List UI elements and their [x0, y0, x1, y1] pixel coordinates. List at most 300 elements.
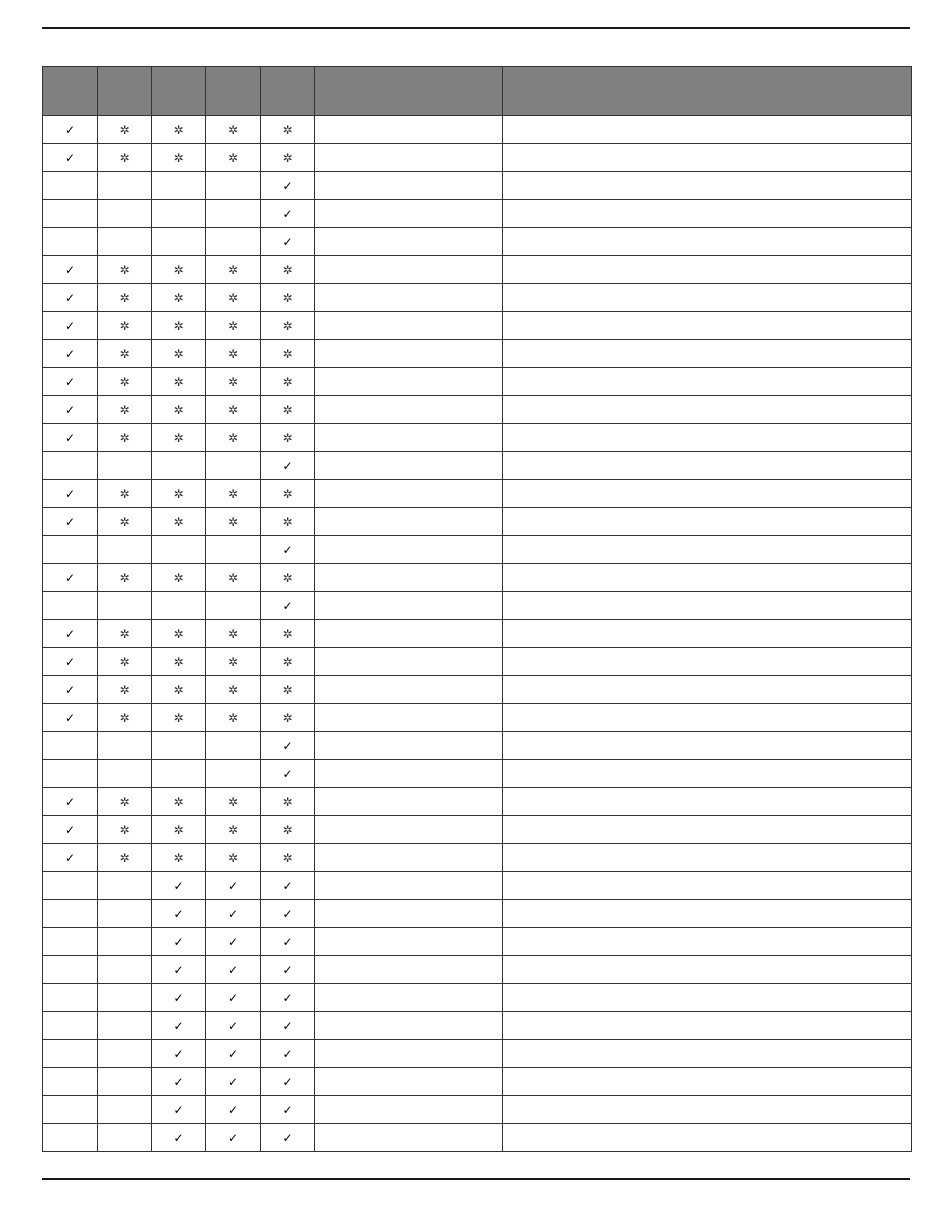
table-row	[43, 984, 912, 1012]
check-icon: ✓	[282, 766, 293, 781]
header-cell	[43, 67, 98, 116]
table-row	[43, 760, 912, 788]
table-cell	[152, 676, 206, 704]
table-cell	[261, 1124, 315, 1152]
check-icon: ✓	[227, 906, 239, 921]
table-cell	[43, 144, 98, 172]
asterisk-icon: ✲	[173, 570, 184, 585]
asterisk-icon: ✲	[282, 430, 293, 445]
check-icon: ✓	[64, 374, 76, 389]
check-icon: ✓	[173, 962, 184, 977]
header-cell	[98, 67, 152, 116]
table-cell	[261, 984, 315, 1012]
asterisk-icon: ✲	[119, 402, 130, 417]
table-cell	[261, 564, 315, 592]
table-row	[43, 816, 912, 844]
table-cell	[98, 228, 152, 256]
table-cell	[98, 816, 152, 844]
check-icon: ✓	[173, 906, 184, 921]
asterisk-icon: ✲	[227, 122, 239, 137]
table-row	[43, 1012, 912, 1040]
table-cell	[152, 1096, 206, 1124]
asterisk-icon: ✲	[282, 262, 293, 277]
header-cell	[503, 67, 912, 116]
table-cell	[98, 704, 152, 732]
table-cell	[43, 480, 98, 508]
table-row	[43, 788, 912, 816]
table-cell	[98, 676, 152, 704]
check-icon: ✓	[282, 1018, 293, 1033]
table-cell	[206, 564, 261, 592]
table-row	[43, 676, 912, 704]
asterisk-icon: ✲	[173, 682, 184, 697]
table-cell	[98, 872, 152, 900]
asterisk-icon: ✲	[119, 430, 130, 445]
table-cell	[503, 928, 912, 956]
table-cell	[503, 340, 912, 368]
asterisk-icon: ✲	[227, 150, 239, 165]
table-cell	[261, 620, 315, 648]
table-cell	[261, 536, 315, 564]
asterisk-icon: ✲	[282, 514, 293, 529]
asterisk-icon: ✲	[119, 150, 130, 165]
asterisk-icon: ✲	[227, 430, 239, 445]
check-icon: ✓	[282, 598, 293, 613]
table-cell	[98, 592, 152, 620]
check-icon: ✓	[173, 1102, 184, 1117]
table-cell	[152, 760, 206, 788]
table-cell	[315, 956, 503, 984]
asterisk-icon: ✲	[282, 626, 293, 641]
table-cell	[261, 116, 315, 144]
table-cell	[206, 228, 261, 256]
table-cell	[503, 900, 912, 928]
table-cell	[206, 144, 261, 172]
table-cell	[206, 508, 261, 536]
asterisk-icon: ✲	[227, 318, 239, 333]
table-cell	[261, 424, 315, 452]
table-cell	[261, 1068, 315, 1096]
table-cell	[206, 872, 261, 900]
table-cell	[98, 144, 152, 172]
table-cell	[152, 816, 206, 844]
table-cell	[315, 900, 503, 928]
table-cell	[315, 480, 503, 508]
table-cell	[261, 928, 315, 956]
asterisk-icon: ✲	[282, 570, 293, 585]
table-row	[43, 452, 912, 480]
table-cell	[152, 564, 206, 592]
asterisk-icon: ✲	[282, 682, 293, 697]
table-cell	[261, 1040, 315, 1068]
table-cell	[315, 536, 503, 564]
table-cell	[261, 844, 315, 872]
table-cell	[261, 200, 315, 228]
table-cell	[98, 116, 152, 144]
asterisk-icon: ✲	[119, 374, 130, 389]
check-icon: ✓	[64, 122, 76, 137]
table-cell	[315, 1068, 503, 1096]
table-row	[43, 480, 912, 508]
table-cell	[503, 368, 912, 396]
table-cell	[98, 956, 152, 984]
table-cell	[98, 396, 152, 424]
check-icon: ✓	[282, 990, 293, 1005]
table-cell	[152, 620, 206, 648]
table-cell	[261, 648, 315, 676]
asterisk-icon: ✲	[227, 486, 239, 501]
asterisk-icon: ✲	[282, 122, 293, 137]
table-cell	[152, 648, 206, 676]
check-icon: ✓	[282, 542, 293, 557]
table-cell	[152, 1068, 206, 1096]
asterisk-icon: ✲	[227, 822, 239, 837]
table-row	[43, 284, 912, 312]
table-cell	[98, 648, 152, 676]
table-cell	[503, 788, 912, 816]
check-icon: ✓	[227, 990, 239, 1005]
table-cell	[261, 340, 315, 368]
table-cell	[315, 340, 503, 368]
table-cell	[98, 368, 152, 396]
table-cell	[206, 928, 261, 956]
table-row	[43, 1124, 912, 1152]
check-icon: ✓	[282, 934, 293, 949]
table-cell	[503, 1096, 912, 1124]
asterisk-icon: ✲	[282, 150, 293, 165]
table-cell	[315, 424, 503, 452]
table-cell	[206, 1012, 261, 1040]
asterisk-icon: ✲	[282, 318, 293, 333]
asterisk-icon: ✲	[119, 486, 130, 501]
table-cell	[152, 844, 206, 872]
table-cell	[503, 1012, 912, 1040]
table-row	[43, 900, 912, 928]
table-cell	[152, 340, 206, 368]
asterisk-icon: ✲	[227, 626, 239, 641]
table-cell	[98, 480, 152, 508]
check-icon: ✓	[64, 794, 76, 809]
asterisk-icon: ✲	[173, 710, 184, 725]
table-cell	[503, 228, 912, 256]
table-row	[43, 1096, 912, 1124]
asterisk-icon: ✲	[227, 850, 239, 865]
table-cell	[152, 480, 206, 508]
check-icon: ✓	[64, 430, 76, 445]
asterisk-icon: ✲	[227, 374, 239, 389]
table-cell	[206, 256, 261, 284]
asterisk-icon: ✲	[173, 514, 184, 529]
table-cell	[315, 312, 503, 340]
check-icon: ✓	[282, 178, 293, 193]
table-cell	[152, 536, 206, 564]
table-cell	[315, 1040, 503, 1068]
asterisk-icon: ✲	[282, 710, 293, 725]
table-cell	[206, 452, 261, 480]
check-icon: ✓	[227, 878, 239, 893]
table-cell	[152, 1040, 206, 1068]
table-cell	[503, 1040, 912, 1068]
asterisk-icon: ✲	[227, 346, 239, 361]
table-row	[43, 172, 912, 200]
check-icon: ✓	[282, 738, 293, 753]
table-cell	[152, 592, 206, 620]
table-cell	[503, 1124, 912, 1152]
asterisk-icon: ✲	[173, 486, 184, 501]
check-icon: ✓	[282, 1074, 293, 1089]
table-cell	[98, 1124, 152, 1152]
table-cell	[315, 788, 503, 816]
check-icon: ✓	[173, 990, 184, 1005]
check-icon: ✓	[282, 906, 293, 921]
table-cell	[206, 704, 261, 732]
header-cell	[152, 67, 206, 116]
table-cell	[43, 1124, 98, 1152]
table-cell	[43, 564, 98, 592]
asterisk-icon: ✲	[282, 654, 293, 669]
check-icon: ✓	[64, 710, 76, 725]
table-row	[43, 704, 912, 732]
table-cell	[98, 1068, 152, 1096]
table-cell	[315, 844, 503, 872]
table-cell	[43, 1040, 98, 1068]
table-cell	[503, 172, 912, 200]
table-cell	[315, 284, 503, 312]
feature-matrix-table	[42, 66, 912, 1152]
table-cell	[315, 928, 503, 956]
table-cell	[98, 760, 152, 788]
table-cell	[152, 312, 206, 340]
table-cell	[261, 508, 315, 536]
table-row	[43, 956, 912, 984]
table-cell	[503, 956, 912, 984]
table-cell	[206, 620, 261, 648]
table-cell	[206, 536, 261, 564]
table-cell	[261, 256, 315, 284]
table-row	[43, 508, 912, 536]
check-icon: ✓	[282, 878, 293, 893]
header-cell	[261, 67, 315, 116]
table-cell	[206, 844, 261, 872]
table-cell	[152, 1124, 206, 1152]
asterisk-icon: ✲	[119, 850, 130, 865]
asterisk-icon: ✲	[173, 374, 184, 389]
table-cell	[98, 312, 152, 340]
table-cell	[206, 172, 261, 200]
table-cell	[261, 704, 315, 732]
table-cell	[261, 872, 315, 900]
check-icon: ✓	[64, 402, 76, 417]
table-cell	[98, 732, 152, 760]
asterisk-icon: ✲	[282, 794, 293, 809]
asterisk-icon: ✲	[119, 794, 130, 809]
table-cell	[503, 984, 912, 1012]
asterisk-icon: ✲	[173, 122, 184, 137]
table-cell	[43, 312, 98, 340]
table-row	[43, 928, 912, 956]
check-icon: ✓	[227, 1130, 239, 1145]
table-cell	[98, 536, 152, 564]
table-cell	[206, 480, 261, 508]
table-row	[43, 648, 912, 676]
table-cell	[503, 564, 912, 592]
check-icon: ✓	[282, 234, 293, 249]
check-icon: ✓	[173, 1018, 184, 1033]
table-cell	[206, 200, 261, 228]
table-cell	[503, 256, 912, 284]
check-icon: ✓	[173, 1130, 184, 1145]
table-cell	[206, 1096, 261, 1124]
table-cell	[503, 844, 912, 872]
table-cell	[152, 452, 206, 480]
table-cell	[503, 536, 912, 564]
table-cell	[43, 452, 98, 480]
table-cell	[206, 116, 261, 144]
table-cell	[315, 620, 503, 648]
check-icon: ✓	[64, 290, 76, 305]
check-icon: ✓	[282, 962, 293, 977]
table-cell	[98, 1040, 152, 1068]
table-cell	[503, 508, 912, 536]
table-cell	[43, 508, 98, 536]
table-cell	[98, 200, 152, 228]
asterisk-icon: ✲	[227, 682, 239, 697]
table-cell	[152, 732, 206, 760]
asterisk-icon: ✲	[227, 654, 239, 669]
asterisk-icon: ✲	[173, 318, 184, 333]
table-cell	[206, 396, 261, 424]
table-cell	[152, 144, 206, 172]
asterisk-icon: ✲	[282, 374, 293, 389]
asterisk-icon: ✲	[119, 346, 130, 361]
table-cell	[206, 1068, 261, 1096]
check-icon: ✓	[64, 486, 76, 501]
table-cell	[206, 816, 261, 844]
table-row	[43, 116, 912, 144]
table-row	[43, 732, 912, 760]
table-cell	[43, 704, 98, 732]
table-cell	[152, 900, 206, 928]
check-icon: ✓	[173, 934, 184, 949]
table-cell	[261, 676, 315, 704]
asterisk-icon: ✲	[173, 430, 184, 445]
check-icon: ✓	[282, 1130, 293, 1145]
check-icon: ✓	[173, 1046, 184, 1061]
asterisk-icon: ✲	[282, 402, 293, 417]
asterisk-icon: ✲	[119, 290, 130, 305]
table-cell	[503, 872, 912, 900]
table-cell	[152, 928, 206, 956]
table-cell	[503, 284, 912, 312]
table-cell	[315, 116, 503, 144]
table-cell	[315, 732, 503, 760]
asterisk-icon: ✲	[119, 626, 130, 641]
table-cell	[315, 452, 503, 480]
table-cell	[152, 368, 206, 396]
table-cell	[98, 844, 152, 872]
table-cell	[152, 116, 206, 144]
check-icon: ✓	[227, 962, 239, 977]
asterisk-icon: ✲	[173, 402, 184, 417]
table-cell	[43, 1012, 98, 1040]
table-row	[43, 844, 912, 872]
asterisk-icon: ✲	[119, 122, 130, 137]
table-cell	[206, 984, 261, 1012]
check-icon: ✓	[64, 570, 76, 585]
table-row	[43, 396, 912, 424]
table-cell	[315, 172, 503, 200]
table-cell	[261, 956, 315, 984]
table-cell	[261, 368, 315, 396]
check-icon: ✓	[173, 878, 184, 893]
asterisk-icon: ✲	[173, 850, 184, 865]
check-icon: ✓	[64, 654, 76, 669]
check-icon: ✓	[227, 1102, 239, 1117]
table-cell	[152, 172, 206, 200]
table-cell	[315, 564, 503, 592]
table-cell	[503, 648, 912, 676]
table-cell	[43, 956, 98, 984]
check-icon: ✓	[64, 346, 76, 361]
table-cell	[43, 172, 98, 200]
table-row	[43, 312, 912, 340]
check-icon: ✓	[227, 1018, 239, 1033]
table-cell	[315, 200, 503, 228]
table-cell	[315, 648, 503, 676]
table-cell	[315, 1096, 503, 1124]
asterisk-icon: ✲	[227, 570, 239, 585]
table-cell	[152, 704, 206, 732]
table-row	[43, 536, 912, 564]
table-cell	[98, 452, 152, 480]
table-cell	[315, 872, 503, 900]
header-cell	[206, 67, 261, 116]
asterisk-icon: ✲	[282, 486, 293, 501]
table-cell	[43, 620, 98, 648]
asterisk-icon: ✲	[173, 654, 184, 669]
asterisk-icon: ✲	[173, 822, 184, 837]
table-row	[43, 340, 912, 368]
table-cell	[315, 256, 503, 284]
table-cell	[152, 1012, 206, 1040]
table-cell	[261, 312, 315, 340]
asterisk-icon: ✲	[282, 822, 293, 837]
table-cell	[152, 872, 206, 900]
table-cell	[152, 424, 206, 452]
asterisk-icon: ✲	[119, 682, 130, 697]
table-cell	[43, 788, 98, 816]
table-cell	[503, 144, 912, 172]
table-row	[43, 1068, 912, 1096]
asterisk-icon: ✲	[227, 794, 239, 809]
table-cell	[261, 788, 315, 816]
asterisk-icon: ✲	[173, 290, 184, 305]
bottom-rule	[42, 1178, 910, 1180]
check-icon: ✓	[282, 206, 293, 221]
table-cell	[206, 284, 261, 312]
asterisk-icon: ✲	[227, 514, 239, 529]
table-cell	[43, 816, 98, 844]
table-cell	[43, 676, 98, 704]
check-icon: ✓	[64, 850, 76, 865]
asterisk-icon: ✲	[282, 290, 293, 305]
table-row	[43, 620, 912, 648]
table-cell	[152, 396, 206, 424]
table-cell	[98, 256, 152, 284]
table-cell	[261, 228, 315, 256]
asterisk-icon: ✲	[173, 262, 184, 277]
table-body	[43, 116, 912, 1152]
